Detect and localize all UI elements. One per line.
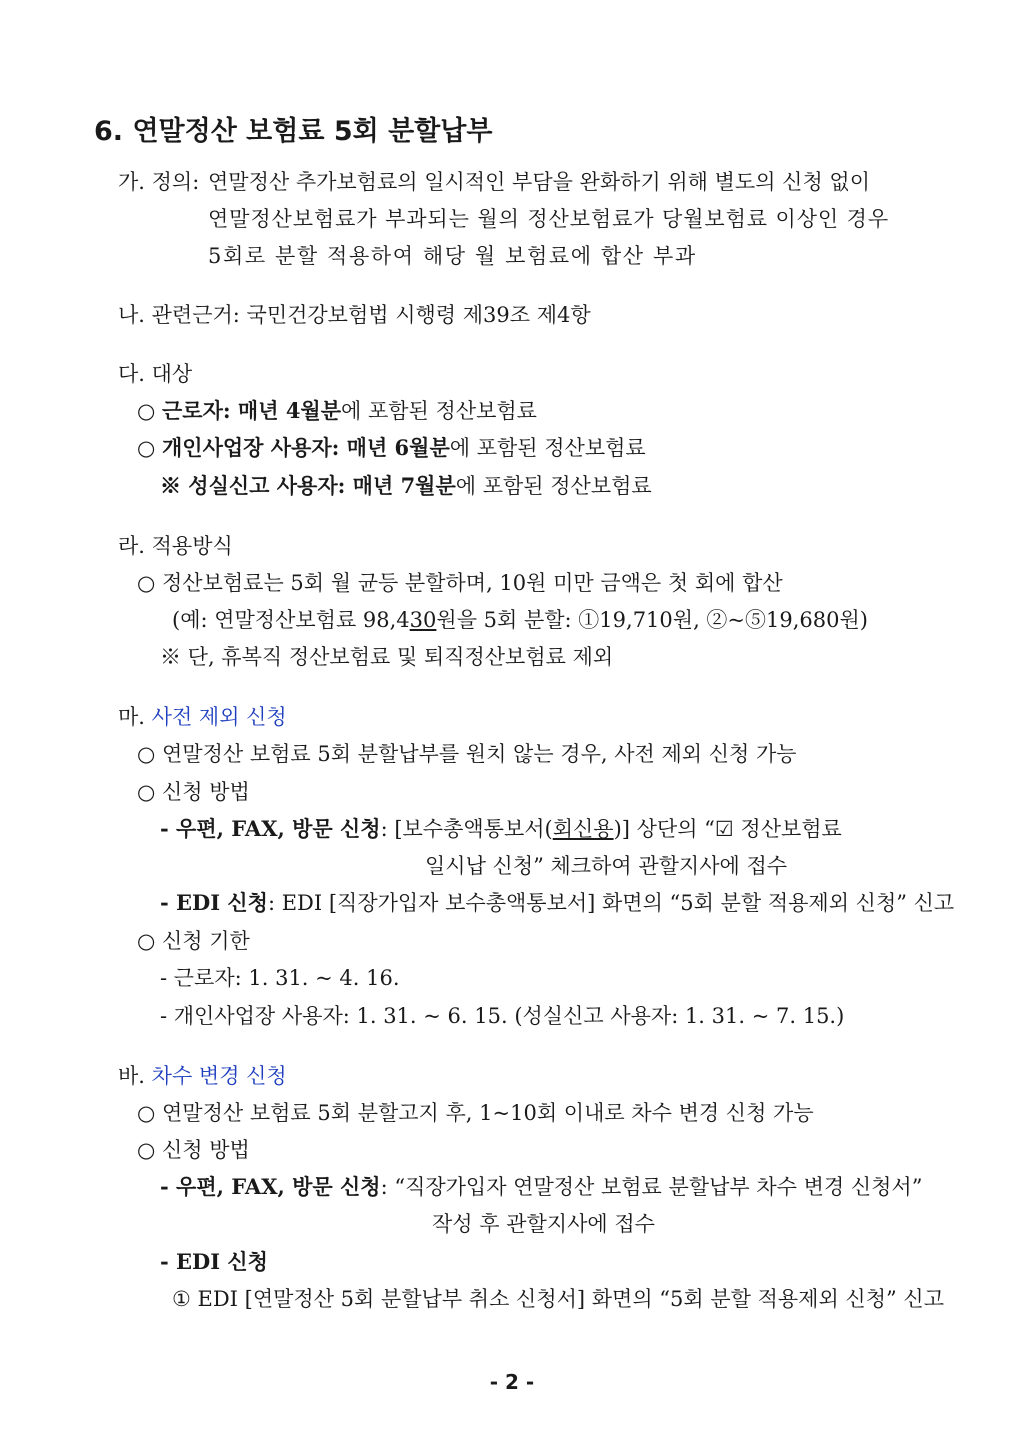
change-item-1	[137, 1098, 814, 1128]
example-text-a: (예: 연말정산보험료 98,4	[172, 608, 410, 632]
exclusion-period-1: - 근로자: 1. 31. ~ 4. 16.	[160, 966, 400, 990]
target-note-rest: 에 포함된 정산보험료	[455, 474, 652, 498]
exclusion-edi	[160, 888, 954, 918]
target-note	[160, 471, 652, 501]
bullet-icon: ○	[137, 929, 156, 953]
bullet-icon: ○	[137, 780, 156, 804]
definition-line-2: 연말정산보험료가 부과되는 월의 정산보험료가 당월보험료 이상인 경우	[208, 207, 890, 231]
method-heading: 라. 적용방식	[118, 534, 233, 558]
target-item-employer	[137, 433, 646, 463]
legal-basis: 나. 관련근거: 국민건강보험법 시행령 제39조 제4항	[118, 303, 591, 327]
target-worker-bold: 근로자: 매년 4월분	[162, 398, 342, 423]
change-edi-heading: - EDI 신청	[160, 1249, 268, 1274]
method-note: ※ 단, 휴복직 정산보험료 및 퇴직정산보험료 제외	[160, 645, 614, 669]
target-worker-rest: 에 포함된 정산보험료	[341, 399, 537, 423]
definition-text-1: 연말정산 추가보험료의 일시적인 부담을 완화하기 위해 별도의 신청 없이	[208, 170, 870, 194]
change-item-1-text: 연말정산 보험료 5회 분할고지 후, 1~10회 이내로 차수 변경 신청 가능	[162, 1101, 814, 1125]
method-example	[172, 605, 868, 635]
bullet-icon: ○	[137, 1101, 156, 1125]
bullet-icon: ○	[137, 399, 156, 423]
exclusion-heading	[118, 702, 287, 732]
method-item-text: 정산보험료는 5회 월 균등 분할하며, 10원 미만 금액은 첫 회에 합산	[162, 571, 783, 595]
change-heading	[118, 1061, 287, 1091]
change-prefix: 바.	[118, 1064, 145, 1088]
target-heading: 다. 대상	[118, 362, 193, 386]
exclusion-item-1-text: 연말정산 보험료 5회 분할납부를 원치 않는 경우, 사전 제외 신청 가능	[162, 742, 797, 766]
bullet-icon: ○	[137, 571, 156, 595]
change-mail-line-2: 작성 후 관할지사에 접수	[432, 1212, 655, 1236]
change-mail-rest: : “직장가입자 연말정산 보험료 분할납부 차수 변경 신청서”	[380, 1175, 923, 1199]
exclusion-period-2: - 개인사업장 사용자: 1. 31. ~ 6. 15. (성실신고 사용자: 1. 31. ~ 7. 15.)	[160, 1004, 845, 1028]
target-employer-bold: 개인사업장 사용자: 매년 6월분	[162, 435, 450, 460]
change-mail-bold: - 우편, FAX, 방문 신청	[160, 1174, 381, 1199]
target-note-bold: ※ 성실신고 사용자: 매년 7월분	[160, 473, 456, 498]
bullet-icon: ○	[137, 742, 156, 766]
exclusion-mail-bold: - 우편, FAX, 방문 신청	[160, 816, 381, 841]
change-item-2	[137, 1135, 250, 1165]
target-employer-rest: 에 포함된 정산보험료	[449, 436, 646, 460]
definition-label: 가. 정의:	[118, 170, 200, 194]
bullet-icon: ○	[137, 436, 156, 460]
exclusion-item-1	[137, 739, 797, 769]
exclusion-heading-text: 사전 제외 신청	[151, 705, 287, 729]
exclusion-mail-underlined: 회신용	[552, 817, 614, 841]
page-number: - 2 -	[489, 1370, 535, 1394]
exclusion-prefix: 마.	[118, 705, 145, 729]
target-item-worker	[137, 396, 537, 426]
exclusion-edi-rest: : EDI [직장가입자 보수총액통보서] 화면의 “5회 분할 적용제외 신청” 신고	[267, 891, 955, 915]
exclusion-mail-b: )] 상단의 “☑ 정산보험료	[613, 817, 842, 841]
change-heading-text: 차수 변경 신청	[151, 1064, 287, 1088]
definition-line-3: 5회로 분할 적용하여 해당 월 보험료에 합산 부과	[208, 244, 697, 268]
example-text-underlined: 30	[409, 608, 437, 632]
exclusion-mail-a: : [보수총액통보서(	[380, 817, 553, 841]
change-mail	[160, 1172, 922, 1202]
exclusion-item-2	[137, 777, 250, 807]
exclusion-item-2-text: 신청 방법	[162, 780, 250, 804]
definition-line-1	[208, 167, 930, 197]
change-item-2-text: 신청 방법	[162, 1138, 250, 1162]
method-item	[137, 568, 783, 598]
exclusion-mail-line-2: 일시납 신청” 체크하여 관할지사에 접수	[425, 854, 788, 878]
example-text-b: 원을 5회 분할: ①19,710원, ②~⑤19,680원)	[436, 608, 868, 632]
exclusion-item-3-text: 신청 기한	[162, 929, 250, 953]
change-edi-item-1: ① EDI [연말정산 5회 분할납부 취소 신청서] 화면의 “5회 분할 적용제외 신청” 신고	[172, 1287, 944, 1311]
bullet-icon: ○	[137, 1138, 156, 1162]
exclusion-item-3	[137, 926, 250, 956]
exclusion-mail	[160, 814, 842, 844]
section-title: 6. 연말정산 보험료 5회 분할납부	[94, 116, 493, 147]
exclusion-edi-bold: - EDI 신청	[160, 890, 268, 915]
